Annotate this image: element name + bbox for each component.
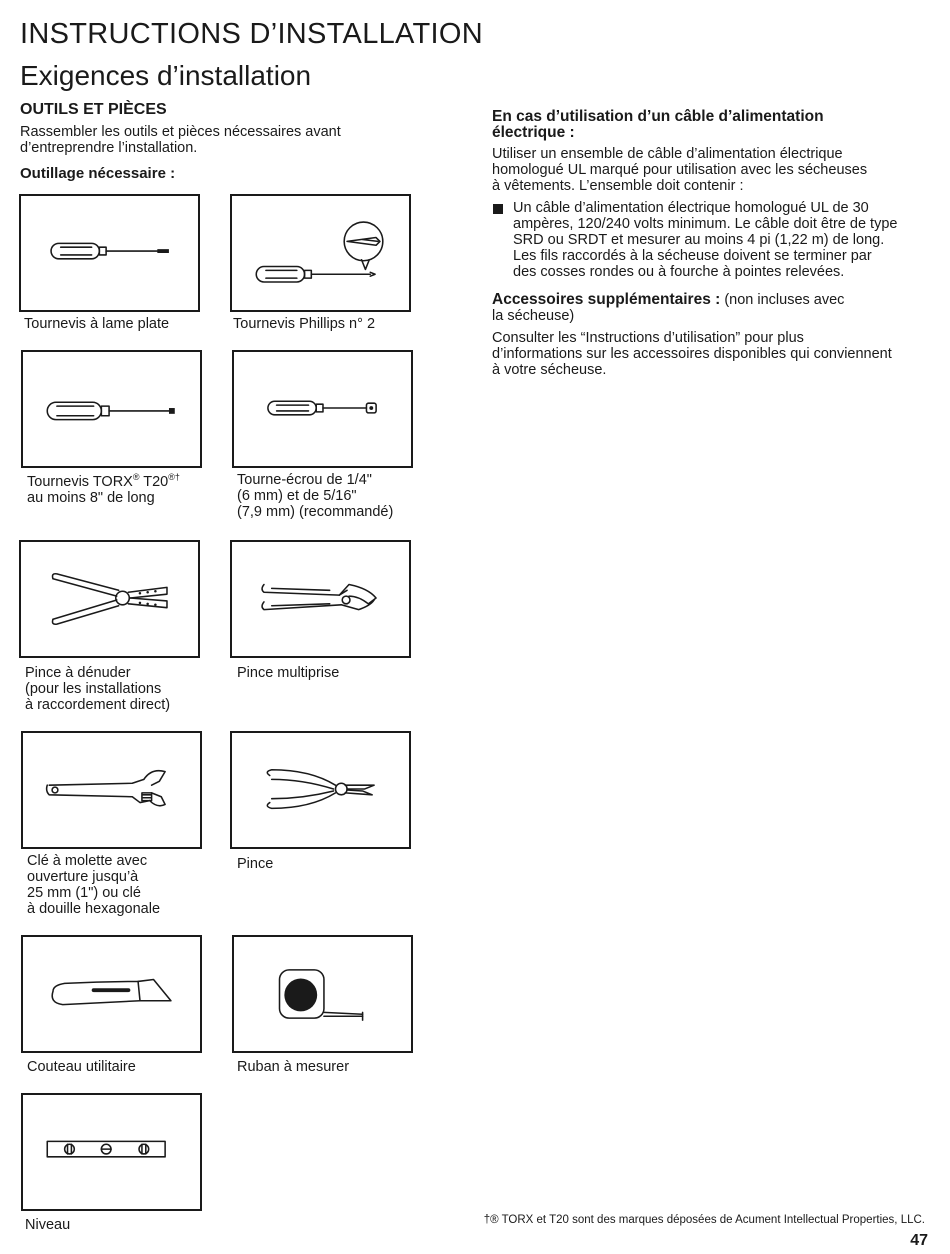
bullet-line: Un câble d’alimentation électrique homologué UL de 30 [513,200,869,216]
caption-line: Tournevis à lame plate [24,316,170,332]
caption-line: à raccordement direct) [25,697,171,713]
caption-sup: ®† [168,472,180,483]
caption-line: 25 mm (1") ou clé [27,885,141,901]
bullet-line: ampères, 120/240 volts minimum. Le câble doit être de type [513,216,898,232]
utility-knife-caption [27,1059,136,1075]
nut-driver-icon [234,352,411,466]
torx-screwdriver-icon [23,352,200,466]
nut-driver-box [232,350,413,468]
caption-line: Clé à molette avec [27,853,148,869]
caption-line: Niveau [25,1217,71,1233]
caption-line [27,474,180,490]
page-number: 47 [910,1232,928,1249]
flat-screwdriver-icon [21,196,198,310]
accessories-heading-note: la sécheuse) [492,308,575,324]
caption-line: Pince à dénuder [25,665,131,681]
caption-text: Tournevis TORX [27,474,133,490]
flat-screwdriver-caption [24,316,169,332]
caption-line: à douille hexagonale [27,901,161,917]
bullet-square-icon [493,204,503,214]
para-line: Consulter les “Instructions d’utilisation” pour plus [492,330,804,346]
wrench-box [21,731,202,849]
tools-subheading: Outillage nécessaire : [20,165,176,182]
torx-screwdriver-box [21,350,202,468]
heading-line: électrique : [492,124,575,141]
caption-line: Pince [237,856,274,872]
wire-stripper-caption [25,665,170,713]
wire-stripper-icon [21,542,198,656]
utility-knife-icon [23,937,200,1051]
phillips-screwdriver-caption [233,316,375,332]
tools-intro-line: Rassembler les outils et pièces nécessaires avant [20,124,341,140]
adjustable-wrench-icon [23,733,200,847]
para-line: homologué UL marqué pour utilisation avec les sécheuses [492,162,868,178]
power-cord-paragraph [492,146,867,194]
caption-line: Ruban à mesurer [237,1059,350,1075]
caption-text: T20 [139,474,169,490]
trademark-footnote: †® TORX et T20 sont des marques déposées de Acument Intellectual Properties, LLC. [483,1214,925,1226]
page-title: INSTRUCTIONS D’INSTALLATION [20,18,484,50]
bullet-line: Les fils raccordés à la sécheuse doivent se terminer par [513,248,872,264]
caption-line: Tourne-écrou de 1/4" [237,472,372,488]
accessories-heading-line [492,292,844,308]
caption-line: (pour les installations [25,681,162,697]
tape-measure-caption [237,1059,349,1075]
caption-line: (7,9 mm) (recommandé) [237,504,394,520]
para-line: à vêtements. L’ensemble doit contenir : [492,178,744,194]
level-box [21,1093,202,1211]
accessories-paragraph [492,330,892,378]
tools-heading: OUTILS ET PIÈCES [20,101,167,118]
bullet-line: des cosses rondes ou à fourche à pointes relevées. [513,264,845,280]
power-cord-heading [492,109,824,141]
pliers-caption [237,856,273,872]
wrench-caption [27,853,160,917]
level-caption [25,1217,70,1233]
caption-line: Couteau utilitaire [27,1059,136,1075]
groove-pliers-box [230,540,411,658]
caption-line: Pince multiprise [237,665,340,681]
accessories-heading [492,292,844,324]
pliers-box [230,731,411,849]
heading-line: En cas d’utilisation d’un câble d’alimentation [492,108,824,125]
power-cord-bullet [513,200,897,280]
caption-line: au moins 8" de long [27,490,155,506]
bullet-line: SRD ou SRDT et mesurer au moins 4 pi (1,22 m) de long. [513,232,885,248]
caption-sup: ® [132,472,140,483]
level-icon [23,1095,200,1209]
wire-stripper-box [19,540,200,658]
groove-joint-pliers-icon [232,542,409,656]
para-line: d’informations sur les accessoires disponibles qui conviennent [492,346,892,362]
caption-line: ouverture jusqu’à [27,869,139,885]
pliers-icon [232,733,409,847]
tools-intro [20,124,341,156]
accessories-heading-note: (non incluses avec [720,292,845,308]
tape-measure-icon [234,937,411,1051]
caption-line: (6 mm) et de 5/16" [237,488,357,504]
torx-caption [27,474,180,506]
phillips-screwdriver-box [230,194,411,312]
utility-knife-box [21,935,202,1053]
nut-driver-caption [237,472,393,520]
accessories-heading-text: Accessoires supplémentaires : [492,291,721,308]
tools-intro-line: d’entreprendre l’installation. [20,140,198,156]
para-line: Utiliser un ensemble de câble d’alimentation électrique [492,146,843,162]
groove-pliers-caption [237,665,339,681]
flat-screwdriver-box [19,194,200,312]
phillips-screwdriver-icon [232,196,409,310]
page-subtitle: Exigences d’installation [20,60,312,91]
tape-measure-box [232,935,413,1053]
para-line: à votre sécheuse. [492,362,607,378]
caption-line: Tournevis Phillips n° 2 [233,316,376,332]
